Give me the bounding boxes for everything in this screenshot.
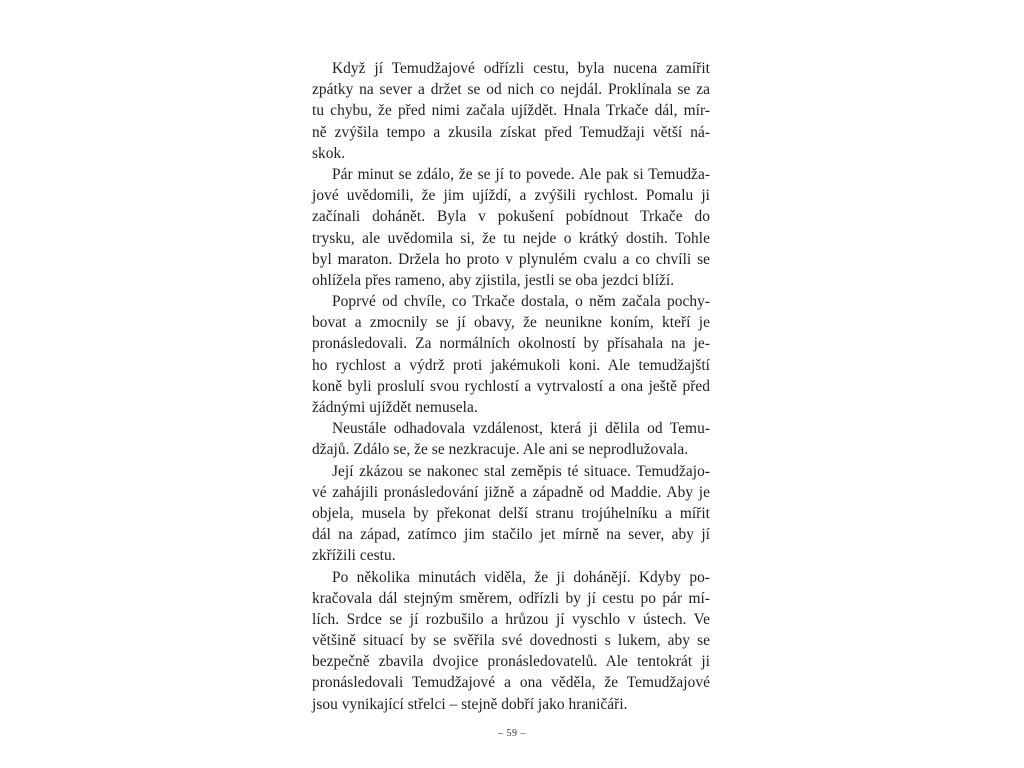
paragraph	[312, 291, 710, 418]
text-line: žádnými ujíždět nemusela.	[312, 399, 478, 416]
paragraph	[312, 58, 710, 164]
text-line: dál na západ, zatímco jim stačilo jet mírně na sever, aby jí	[312, 526, 710, 544]
text-line: zpátky na sever a držet se od nich co nejdál. Proklínala se za	[312, 81, 710, 99]
text-line: Když jí Temudžajové odřízli cestu, byla nucena zamířit	[332, 60, 710, 77]
text-line: kračovala dál stejným směrem, odřízli by jí cestu po pár mí-	[312, 589, 710, 607]
text-line: Po několika minutách viděla, že ji dohánějí. Kdyby po-	[332, 568, 710, 586]
paragraph	[312, 461, 710, 567]
text-line: jsou vynikající střelci – stejně dobří jako hraničáři.	[312, 695, 628, 713]
text-line: lích. Srdce se jí rozbušilo a hrůzou jí vyschlo v ústech. Ve	[312, 610, 710, 628]
text-line: začínali dohánět. Byla v pokušení pobídnout Trkače do	[312, 208, 710, 226]
text-line: ně zvýšila tempo a zkusila získat před Temudžaji větší ná-	[312, 123, 710, 141]
paragraph	[312, 567, 710, 715]
text-line: ohlížela přes rameno, aby zjistila, jestli se oba jezdci blíží.	[312, 271, 675, 289]
text-line: vé zahájili pronásledování jižně a západně od Maddie. Aby je	[312, 483, 710, 501]
text-line: bovat a zmocnily se jí obavy, že neunikne koním, kteří je	[312, 314, 710, 332]
text-line: trysku, ale uvědomila si, že tu nejde o krátký dostih. Tohle	[312, 229, 710, 247]
text-line: Její zkázou se nakonec stal zeměpis té situace. Temudžajo-	[332, 462, 710, 480]
text-line: Pár minut se zdálo, že se jí to povede. Ale pak si Temudža-	[332, 165, 710, 183]
text-line: zkřížili cestu.	[312, 547, 396, 565]
text-line: bezpečně zbavila dvojice pronásledovatelů. Ale tentokrát ji	[312, 653, 710, 671]
body-text	[312, 58, 710, 715]
text-line: Neustále odhadovala vzdálenost, která ji dělila od Temu-	[332, 420, 710, 438]
text-line: tu chybu, že před nimi začala ujíždět. Hnala Trkače dál, mír-	[312, 102, 710, 120]
text-line: pronásledovali Temudžajové a ona věděla, že Temudžajové	[312, 674, 710, 692]
text-line: koně byli proslulí svou rychlostí a vytrvalostí a ona ještě před	[312, 377, 710, 395]
text-line: jové uvědomili, že jim ujíždí, a zvýšili rychlost. Pomalu ji	[312, 187, 710, 205]
text-line: většině situací by se svěřila své dovednosti s lukem, aby se	[312, 632, 710, 650]
text-line: Poprvé od chvíle, co Trkače dostala, o něm začala pochy-	[332, 293, 710, 311]
text-line: objela, musela by překonat delší stranu trojúhelníku a mířit	[312, 504, 710, 522]
page-number: – 59 –	[498, 728, 526, 739]
paragraph	[312, 418, 710, 460]
paragraph	[312, 164, 710, 291]
text-line: pronásledovali. Za normálních okolností by přísahala na je-	[312, 335, 710, 353]
text-line: džajů. Zdálo se, že se nezkracuje. Ale ani se neprodlužovala.	[312, 441, 689, 459]
text-line: ho rychlost a výdrž proti jakémukoli koni. Ale temudžajští	[312, 356, 710, 374]
text-line: byl maraton. Držela ho proto v plynulém cvalu a co chvíli se	[312, 250, 710, 268]
text-line: skok.	[312, 144, 346, 162]
